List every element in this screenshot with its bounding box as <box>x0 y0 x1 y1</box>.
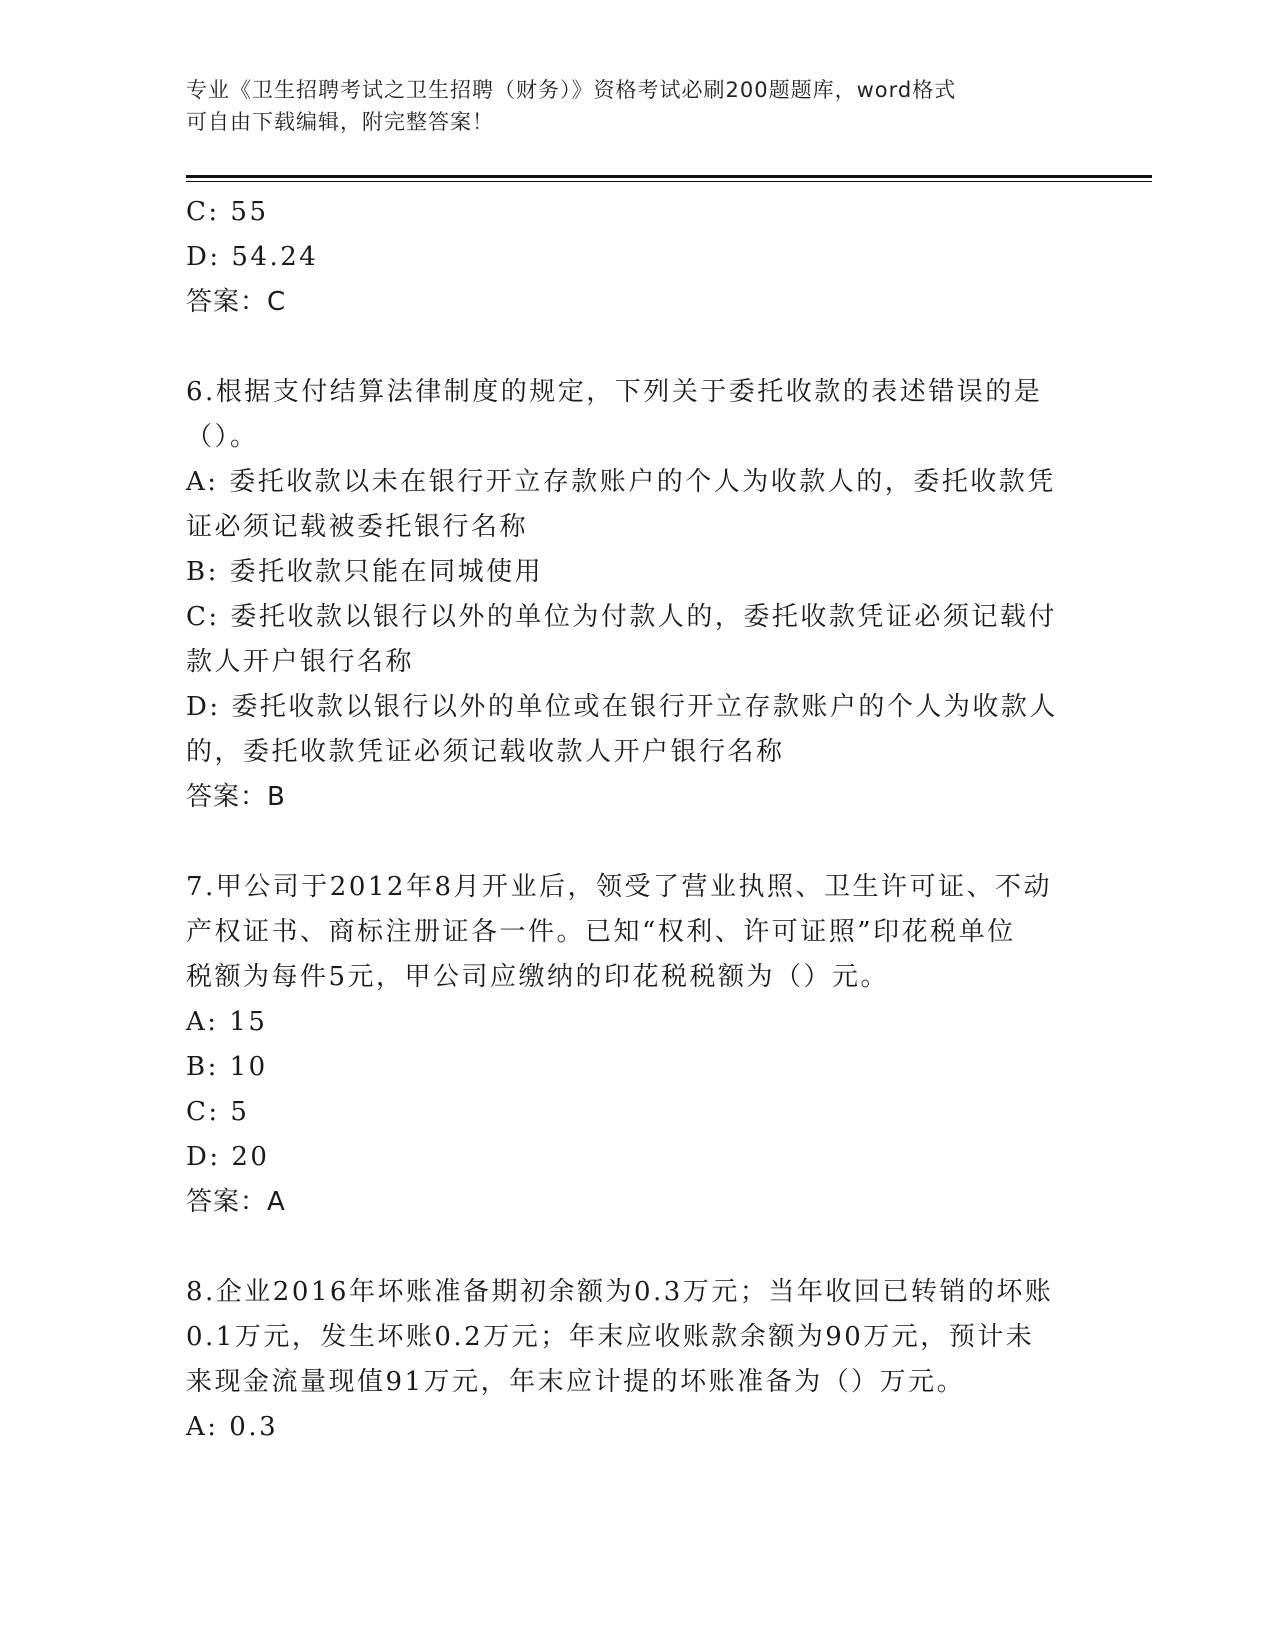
question-stem: 7.甲公司于2012年8月开业后，领受了营业执照、卫生许可证、不动 <box>186 872 1053 902</box>
option-d: D: 委托收款以银行以外的单位或在银行开立存款账户的个人为收款人 <box>186 692 1058 722</box>
option-d: 的，委托收款凭证必须记载收款人开户银行名称 <box>186 737 785 767</box>
question-stem: 税额为每件5元，甲公司应缴纳的印花税税额为（）元。 <box>186 962 890 992</box>
question-7 <box>186 865 1076 1225</box>
question-8 <box>186 1270 1076 1450</box>
option-c: C: 55 <box>186 197 269 227</box>
question-stem: 来现金流量现值91万元，年末应计提的坏账准备为（）万元。 <box>186 1367 966 1397</box>
header-title-line-2: 可自由下载编辑，附完整答案！ <box>186 110 494 134</box>
header-rule-thick <box>186 175 1152 178</box>
option-c: 款人开户银行名称 <box>186 647 415 677</box>
header-title-line-1: 专业《卫生招聘考试之卫生招聘（财务）》资格考试必刷200题题库，word格式 <box>186 78 957 102</box>
question-gap <box>186 820 1076 865</box>
question-stem: 0.1万元，发生坏账0.2万元；年末应收账款余额为90万元，预计未 <box>186 1322 1035 1352</box>
option-a: A: 0.3 <box>186 1412 279 1442</box>
option-c: C: 委托收款以银行以外的单位为付款人的，委托收款凭证必须记载付 <box>186 602 1057 632</box>
question-list <box>186 190 1076 1450</box>
question-gap <box>186 325 1076 370</box>
header-rule-thin <box>186 181 1152 182</box>
option-a: A: 委托收款以未在银行开立存款账户的个人为收款人的，委托收款凭 <box>186 467 1056 497</box>
option-d: D: 54.24 <box>186 242 319 272</box>
option-d: D: 20 <box>186 1142 270 1172</box>
question-stem: 6.根据支付结算法律制度的规定，下列关于委托收款的表述错误的是 <box>186 377 1043 407</box>
answer-line: 答案：C <box>186 287 287 317</box>
question-stem: 8.企业2016年坏账准备期初余额为0.3万元；当年收回已转销的坏账 <box>186 1277 1054 1307</box>
answer-line: 答案：B <box>186 782 286 812</box>
question-gap <box>186 1225 1076 1270</box>
option-c: C: 5 <box>186 1097 250 1127</box>
question-stem: （）。 <box>186 422 259 452</box>
option-a: 证必须记载被委托银行名称 <box>186 512 529 542</box>
question-6 <box>186 370 1076 820</box>
question-stem: 产权证书、商标注册证各一件。已知“权利、许可证照”印花税单位 <box>186 917 1016 947</box>
option-b: B: 10 <box>186 1052 268 1082</box>
option-b: B: 委托收款只能在同城使用 <box>186 557 544 587</box>
option-a: A: 15 <box>186 1007 268 1037</box>
question-5-tail <box>186 190 1076 325</box>
answer-line: 答案：A <box>186 1187 286 1217</box>
page-header <box>186 74 1066 138</box>
